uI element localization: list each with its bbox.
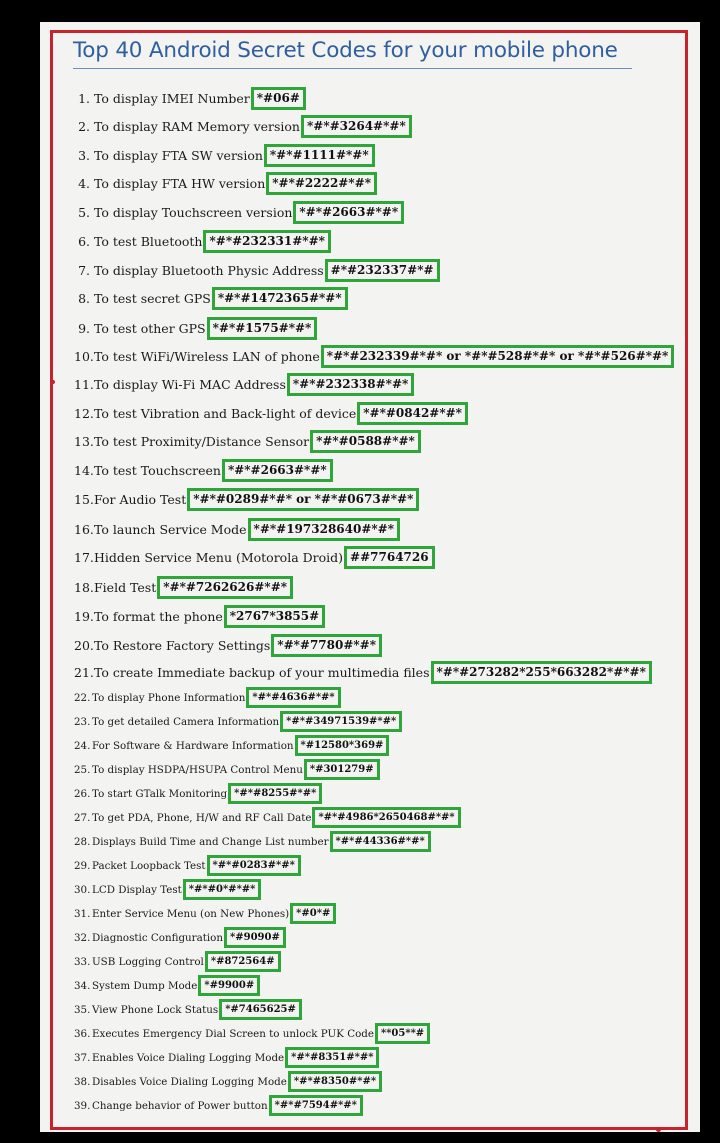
secret-code: *#7465625#: [219, 999, 302, 1020]
secret-code: *#*#0588#*#*: [310, 430, 421, 453]
item-label: To test Vibration and Back-light of device: [94, 406, 357, 422]
item-label: To display FTA SW version: [94, 148, 263, 164]
item-label: To format the phone: [94, 609, 223, 625]
item-label: Executes Emergency Dial Screen to unlock PUK Code: [92, 1027, 374, 1040]
secret-code: *#*#44336#*#*: [330, 831, 431, 852]
item-label: Disables Voice Dialing Logging Mode: [92, 1075, 287, 1088]
code-row: [74, 634, 382, 657]
item-label: To create Immediate backup of your multimedia files: [94, 665, 430, 681]
item-number: 13.: [74, 434, 94, 450]
code-row: [74, 259, 440, 282]
secret-code: *#*#1111#*#*: [264, 144, 375, 167]
item-number: 5.: [78, 205, 90, 221]
item-number: 29.: [74, 859, 91, 872]
item-number: 33.: [74, 955, 91, 968]
item-number: 17.: [74, 550, 94, 566]
item-number: 11.: [74, 377, 94, 393]
code-row: [74, 855, 301, 876]
item-label: To test other GPS: [94, 321, 206, 337]
code-row: [74, 459, 333, 482]
item-number: 22.: [74, 691, 91, 704]
code-row: [74, 144, 375, 167]
item-label: LCD Display Test: [92, 883, 182, 896]
secret-code: #*#232337#*#: [325, 259, 440, 282]
code-row: [74, 903, 336, 924]
secret-code: *#*#4636#*#*: [246, 687, 340, 708]
secret-code: *#0*#: [290, 903, 336, 924]
secret-code: *#06#: [251, 87, 306, 110]
secret-code: *#12580*369#: [295, 735, 390, 756]
secret-code: *#*#0*#*#*: [183, 879, 262, 900]
title-underline: [73, 68, 632, 69]
item-label: System Dump Mode: [92, 979, 198, 992]
item-number: 1.: [78, 91, 90, 107]
secret-code: *#*#8350#*#*: [288, 1071, 382, 1092]
item-label: Diagnostic Configuration: [92, 931, 223, 944]
code-row: [74, 711, 402, 732]
item-label: Enables Voice Dialing Logging Mode: [92, 1051, 285, 1064]
item-label: Hidden Service Menu (Motorola Droid): [94, 550, 344, 566]
secret-code: *#*#197328640#*#*: [248, 518, 400, 541]
item-label: Packet Loopback Test: [92, 859, 206, 872]
item-number: 10.: [74, 349, 94, 365]
item-label: To test Proximity/Distance Sensor: [94, 434, 310, 450]
secret-code: *#*#7780#*#*: [271, 634, 382, 657]
code-row: [74, 661, 652, 684]
secret-code: *#*#3264#*#*: [301, 115, 412, 138]
secret-code: *#*#0283#*#*: [207, 855, 301, 876]
code-row: [74, 488, 419, 511]
item-number: 30.: [74, 883, 91, 896]
code-row: [74, 879, 261, 900]
code-row: [74, 230, 331, 253]
secret-code: *#*#2222#*#*: [266, 172, 377, 195]
code-row: [74, 831, 431, 852]
item-label: Change behavior of Power button: [92, 1099, 268, 1112]
item-label: Displays Build Time and Change List number: [92, 835, 329, 848]
item-label: To launch Service Mode: [94, 522, 247, 538]
item-number: 16.: [74, 522, 94, 538]
red-dot-marker: [51, 380, 55, 384]
item-label: To test Bluetooth: [94, 234, 203, 250]
code-row: [74, 927, 286, 948]
code-row: [74, 807, 461, 828]
code-row: [74, 1047, 379, 1068]
code-row: [74, 201, 404, 224]
item-label: To start GTalk Monitoring: [92, 787, 228, 800]
item-label: Enter Service Menu (on New Phones): [92, 907, 290, 920]
secret-code: *#*#7262626#*#*: [157, 576, 293, 599]
secret-code: *#*#2663#*#*: [293, 201, 404, 224]
code-row: [74, 951, 281, 972]
item-label: To display Bluetooth Physic Address: [94, 263, 324, 279]
item-number: 35.: [74, 1003, 91, 1016]
item-label: To get PDA, Phone, H/W and RF Call Date: [92, 811, 312, 824]
secret-code: *#*#232339#*#* or *#*#528#*#* or *#*#526#*#*: [321, 345, 675, 368]
secret-code: **05**#: [375, 1023, 430, 1044]
code-row: [74, 287, 348, 310]
code-row: [74, 735, 389, 756]
item-number: 15.: [74, 492, 94, 508]
secret-code: *#301279#: [304, 759, 380, 780]
code-row: [74, 172, 377, 195]
item-number: 6.: [78, 234, 90, 250]
item-number: 34.: [74, 979, 91, 992]
item-label: To test WiFi/Wireless LAN of phone: [94, 349, 320, 365]
item-number: 3.: [78, 148, 90, 164]
item-number: 8.: [78, 291, 90, 307]
item-number: 38.: [74, 1075, 91, 1088]
code-row: [74, 783, 322, 804]
item-number: 4.: [78, 176, 90, 192]
code-row: [74, 345, 674, 368]
item-label: To display Phone Information: [92, 691, 246, 704]
item-number: 26.: [74, 787, 91, 800]
item-number: 37.: [74, 1051, 91, 1064]
code-row: [74, 576, 293, 599]
secret-code: *#*#34971539#*#*: [280, 711, 402, 732]
code-row: [74, 402, 468, 425]
item-number: 32.: [74, 931, 91, 944]
secret-code: *2767*3855#: [224, 605, 325, 628]
code-row: [74, 518, 400, 541]
item-label: To display Wi-Fi MAC Address: [94, 377, 286, 393]
code-row: [74, 115, 412, 138]
secret-code: *#*#4986*2650468#*#*: [312, 807, 460, 828]
secret-code: *#*#1472365#*#*: [212, 287, 348, 310]
item-label: For Audio Test: [94, 492, 187, 508]
secret-code: *#*#2663#*#*: [222, 459, 333, 482]
secret-code: *#*#1575#*#*: [207, 317, 318, 340]
secret-code: *#9900#: [198, 975, 260, 996]
code-row: [74, 546, 435, 569]
secret-code: *#*#232331#*#*: [203, 230, 330, 253]
secret-code: *#*#8351#*#*: [285, 1047, 379, 1068]
secret-code: *#*#232338#*#*: [287, 373, 414, 396]
secret-code: ##7764726: [344, 546, 435, 569]
item-number: 39.: [74, 1099, 91, 1112]
code-row: [74, 605, 325, 628]
code-row: [74, 999, 302, 1020]
secret-code: *#*#8255#*#*: [228, 783, 322, 804]
item-label: To display RAM Memory version: [94, 119, 300, 135]
item-label: USB Logging Control: [92, 955, 204, 968]
item-label: To get detailed Camera Information: [92, 715, 280, 728]
item-label: To test Touchscreen: [94, 463, 221, 479]
item-number: 18.: [74, 580, 94, 596]
item-label: To display FTA HW version: [94, 176, 266, 192]
secret-code: *#*#0289#*#* or *#*#0673#*#*: [187, 488, 419, 511]
red-dot-marker: [656, 1127, 661, 1132]
code-row: [74, 373, 414, 396]
item-number: 24.: [74, 739, 91, 752]
code-row: [74, 759, 380, 780]
item-label: To display HSDPA/HSUPA Control Menu: [92, 763, 303, 776]
item-number: 28.: [74, 835, 91, 848]
code-row: [74, 430, 421, 453]
item-label: Field Test: [94, 580, 157, 596]
code-row: [74, 1095, 363, 1116]
item-label: To display IMEI Number: [94, 91, 250, 107]
item-label: For Software & Hardware Information: [92, 739, 294, 752]
item-number: 9.: [78, 321, 90, 337]
code-row: [74, 687, 341, 708]
secret-code: *#*#0842#*#*: [357, 402, 468, 425]
page-title: Top 40 Android Secret Codes for your mobile phone: [73, 38, 618, 63]
secret-code: *#*#7594#*#*: [269, 1095, 363, 1116]
item-number: 12.: [74, 406, 94, 422]
secret-code: *#9090#: [224, 927, 286, 948]
item-number: 31.: [74, 907, 91, 920]
item-label: To test secret GPS: [94, 291, 211, 307]
item-number: 27.: [74, 811, 91, 824]
item-number: 21.: [74, 665, 94, 681]
item-number: 36.: [74, 1027, 91, 1040]
code-row: [74, 975, 260, 996]
item-number: 14.: [74, 463, 94, 479]
secret-code: *#*#273282*255*663282*#*#*: [431, 661, 652, 684]
code-row: [74, 1023, 430, 1044]
code-row: [74, 1071, 382, 1092]
secret-code: *#872564#: [205, 951, 281, 972]
code-row: [74, 317, 317, 340]
item-label: To display Touchscreen version: [94, 205, 293, 221]
item-number: 19.: [74, 609, 94, 625]
code-row: [74, 87, 306, 110]
item-label: View Phone Lock Status: [92, 1003, 219, 1016]
item-label: To Restore Factory Settings: [94, 638, 271, 654]
item-number: 23.: [74, 715, 91, 728]
item-number: 2.: [78, 119, 90, 135]
item-number: 20.: [74, 638, 94, 654]
item-number: 7.: [78, 263, 90, 279]
item-number: 25.: [74, 763, 91, 776]
